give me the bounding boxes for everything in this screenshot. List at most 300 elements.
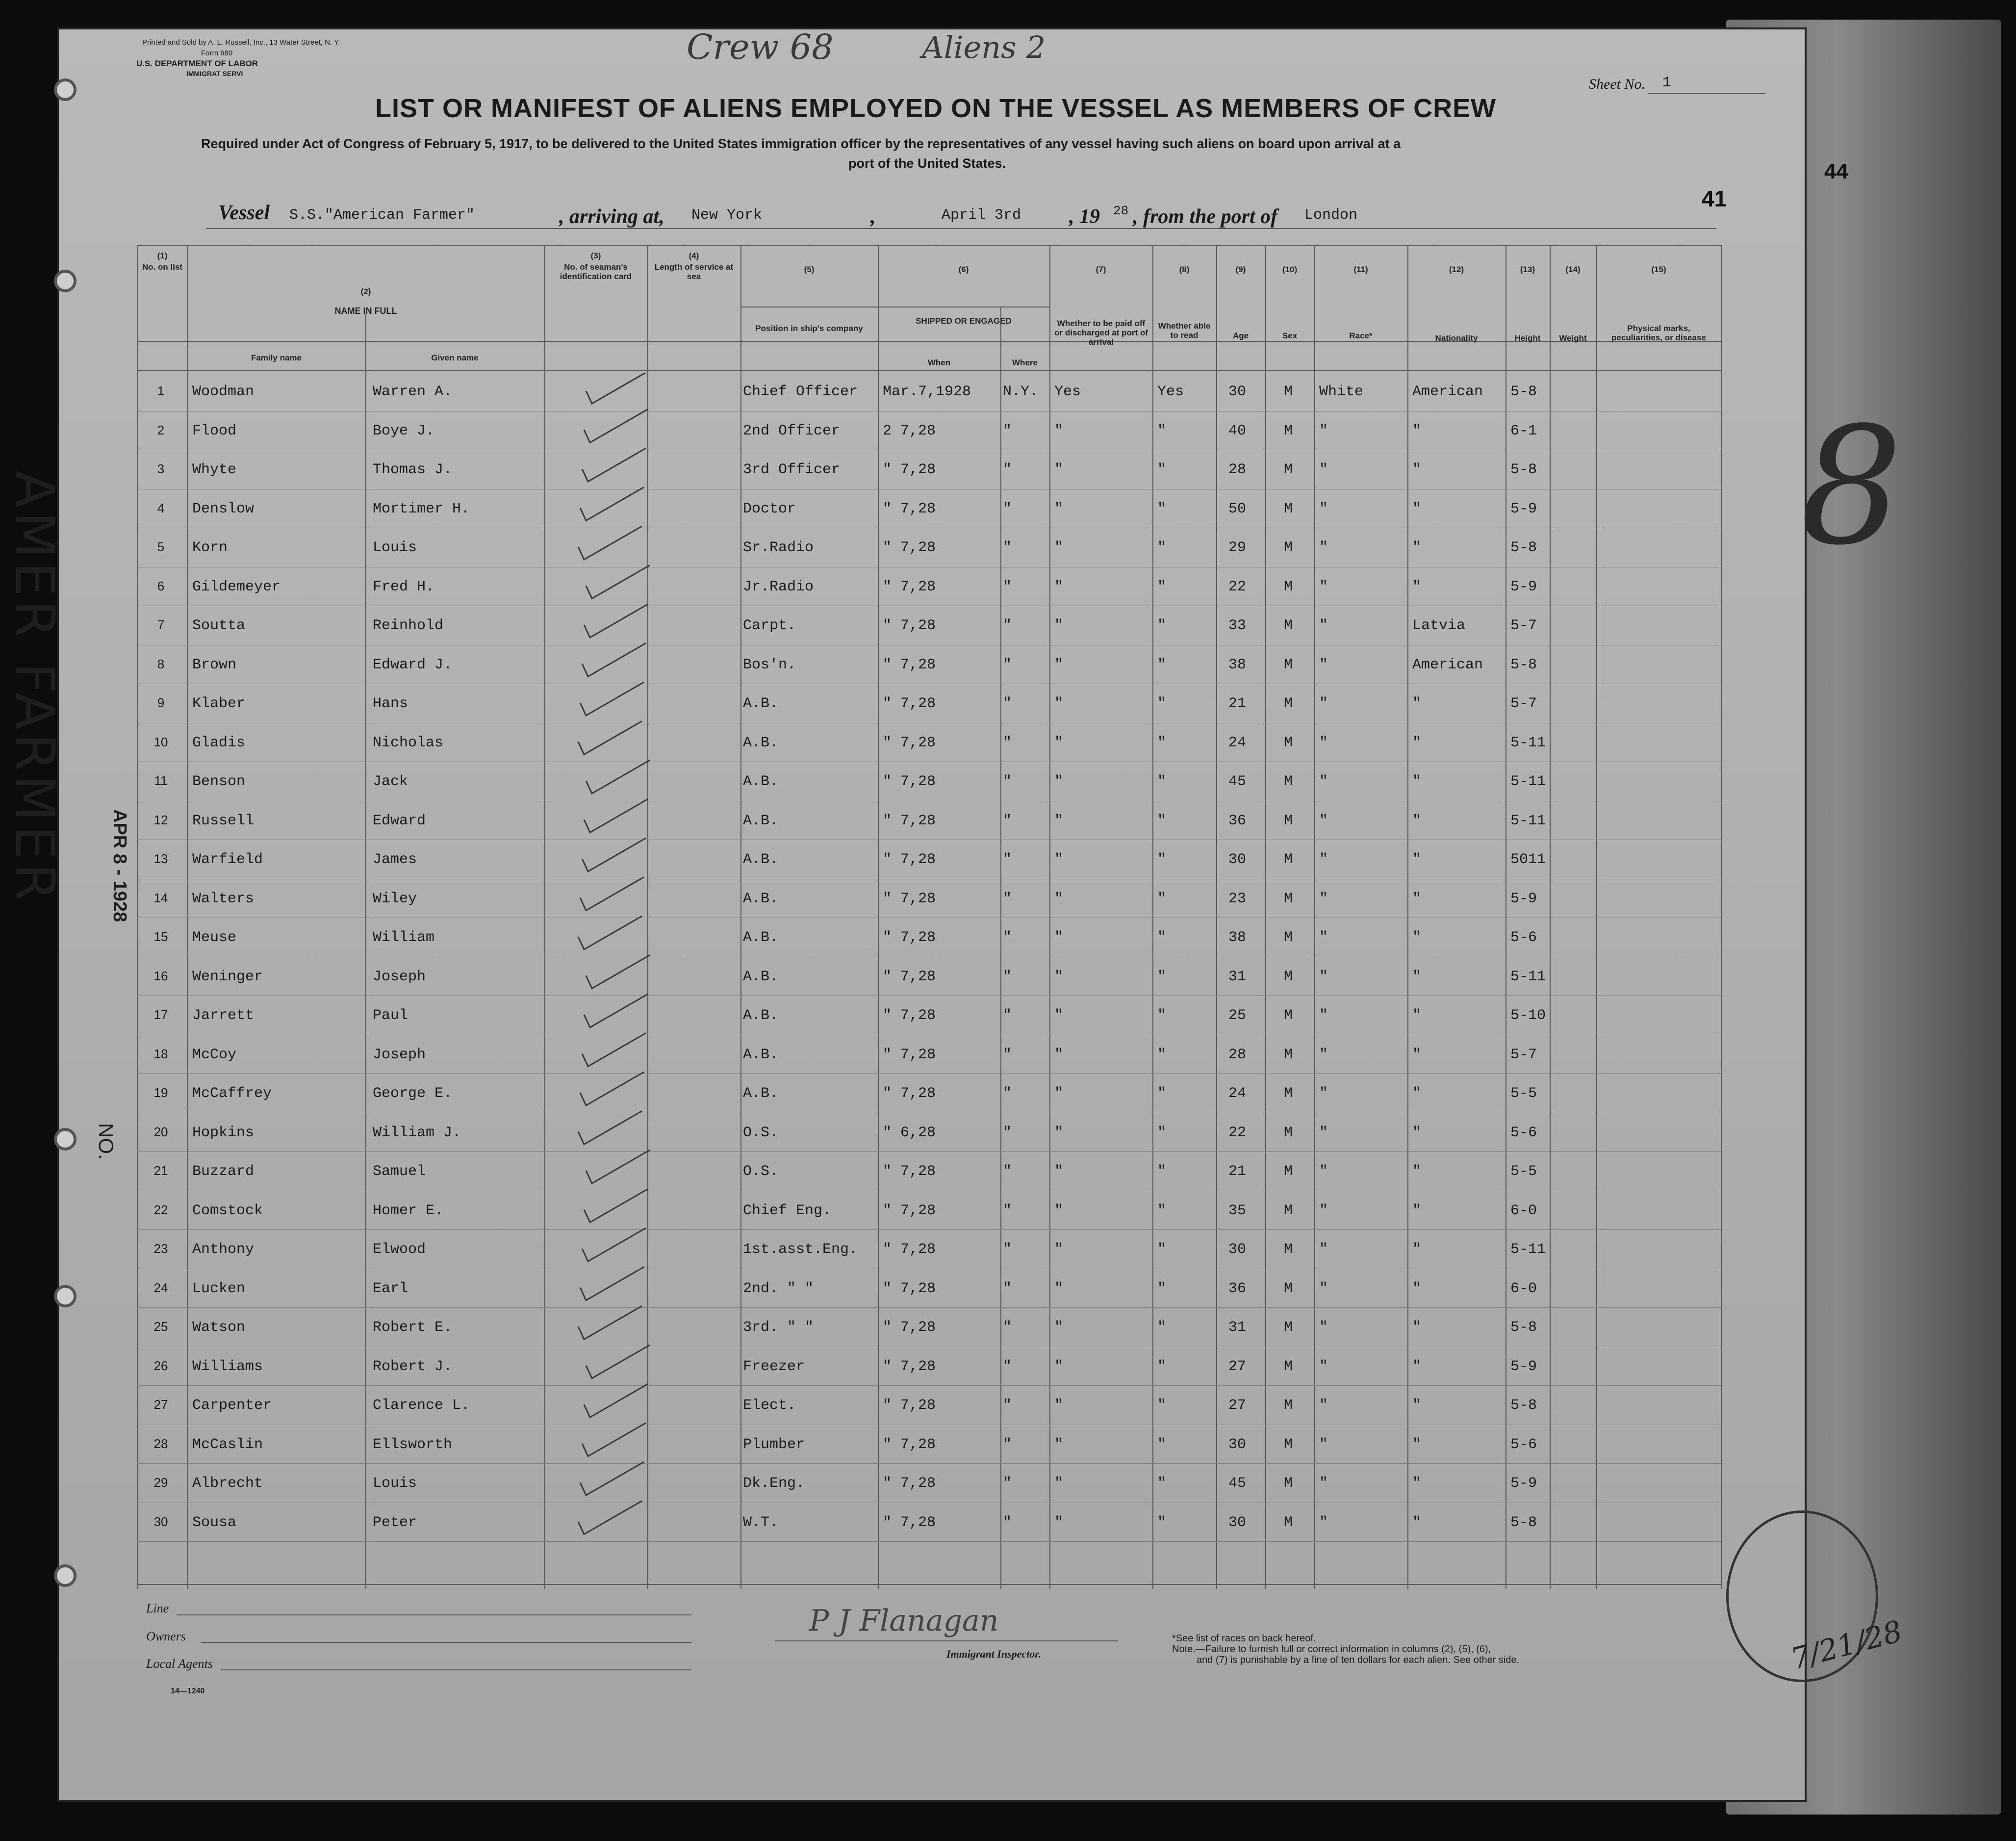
cell-nationality: " — [1412, 851, 1422, 868]
check-mark — [582, 1423, 646, 1457]
cell-given: William — [373, 929, 435, 946]
cell-height: 5-5 — [1510, 1163, 1537, 1180]
header-paid-off: Whether to be paid off or discharged at port of arrival — [1054, 319, 1148, 347]
page-number-44: 44 — [1824, 159, 1848, 183]
cell-sex: M — [1284, 734, 1293, 751]
check-mark — [584, 1384, 648, 1417]
cell-when: " 7,28 — [883, 1163, 936, 1180]
cell-where: " — [1003, 1358, 1012, 1375]
footer-owners-rule — [201, 1642, 691, 1643]
cell-paid: " — [1054, 1436, 1064, 1453]
header-when: When — [927, 358, 951, 367]
table-row — [59, 724, 1805, 763]
cell-race: " — [1319, 695, 1328, 712]
cell-where: " — [1003, 773, 1012, 790]
cell-given: Louis — [373, 1475, 417, 1492]
cell-where: " — [1003, 695, 1012, 712]
cell-paid: " — [1054, 617, 1064, 634]
cell-age: 22 — [1228, 578, 1247, 595]
cell-no: 17 — [153, 1007, 168, 1022]
cell-no: 16 — [153, 968, 168, 983]
from-port: London — [1304, 207, 1358, 224]
check-mark — [584, 1189, 648, 1223]
cell-given: Wiley — [373, 890, 417, 907]
cell-where: " — [1003, 1280, 1012, 1297]
cell-height: 5-7 — [1510, 1046, 1537, 1063]
cell-race: " — [1319, 812, 1328, 829]
table-row — [59, 1308, 1805, 1347]
cell-height: 5-8 — [1510, 384, 1537, 400]
cell-no: 3 — [157, 461, 165, 476]
cell-where: " — [1003, 1241, 1012, 1258]
cell-position: Sr.Radio — [743, 539, 814, 556]
cell-when: " 7,28 — [883, 1514, 936, 1531]
check-mark — [580, 682, 644, 716]
cell-nationality: " — [1412, 734, 1422, 751]
cell-read: " — [1157, 656, 1167, 673]
cell-position: W.T. — [743, 1514, 779, 1531]
cell-age: 22 — [1228, 1124, 1247, 1141]
cell-height: 5-7 — [1510, 617, 1537, 634]
cell-when: " 7,28 — [883, 656, 936, 673]
cell-age: 24 — [1228, 1085, 1247, 1102]
cell-nationality: " — [1412, 1280, 1422, 1297]
cell-paid: " — [1054, 1007, 1064, 1024]
cell-when: " 7,28 — [883, 695, 936, 712]
cell-race: " — [1319, 851, 1328, 868]
cell-no: 25 — [153, 1319, 168, 1334]
cell-no: 28 — [153, 1436, 168, 1451]
cell-position: Elect. — [743, 1397, 796, 1414]
cell-height: 5-11 — [1510, 773, 1546, 790]
cell-race: " — [1319, 734, 1328, 751]
check-mark — [586, 565, 650, 599]
cell-where: " — [1003, 1319, 1012, 1336]
cell-where: " — [1003, 617, 1012, 634]
check-mark — [580, 1462, 644, 1495]
cell-read: " — [1157, 1358, 1167, 1375]
cell-age: 31 — [1228, 968, 1247, 985]
cell-age: 38 — [1228, 656, 1247, 673]
cell-nationality: Latvia — [1412, 617, 1466, 634]
cell-given: Paul — [373, 1007, 408, 1024]
cell-race: " — [1319, 539, 1328, 556]
cell-no: 4 — [157, 500, 165, 515]
cell-when: " 7,28 — [883, 1358, 936, 1375]
cell-no: 30 — [153, 1514, 168, 1529]
cell-family: Benson — [192, 773, 246, 790]
cell-nationality: " — [1412, 1397, 1422, 1414]
vessel-underline — [206, 228, 1716, 229]
side-vessel-name: AMER FARMER — [3, 471, 66, 905]
cell-race: " — [1319, 1241, 1328, 1258]
cell-family: Whyte — [192, 461, 237, 478]
cell-position: A.B. — [743, 890, 779, 907]
cell-no: 26 — [153, 1358, 168, 1373]
cell-no: 22 — [153, 1202, 168, 1217]
year-value: 28 — [1113, 204, 1129, 218]
check-mark — [578, 1111, 642, 1145]
cell-height: 5011 — [1510, 851, 1546, 868]
cell-height: 5-11 — [1510, 1241, 1546, 1258]
cell-where: " — [1003, 1085, 1012, 1102]
cell-position: Dk.Eng. — [743, 1475, 805, 1492]
cell-race: " — [1319, 617, 1328, 634]
table-row — [59, 568, 1805, 607]
cell-age: 30 — [1228, 1514, 1247, 1531]
cell-given: Fred H. — [373, 578, 435, 595]
year-prefix: , 19 — [1069, 205, 1100, 228]
cell-sex: M — [1284, 1358, 1293, 1375]
cell-age: 35 — [1228, 1202, 1247, 1219]
crew-annotation: Crew 68 — [687, 27, 834, 67]
cell-age: 36 — [1228, 812, 1247, 829]
cell-paid: " — [1054, 968, 1064, 985]
signature-rule — [775, 1640, 1118, 1641]
cell-read: " — [1157, 1475, 1167, 1492]
check-marks — [539, 373, 696, 1540]
cell-when: Mar.7,1928 — [883, 384, 971, 400]
cell-where: " — [1003, 422, 1012, 439]
cell-read: " — [1157, 461, 1167, 478]
table-row — [59, 451, 1805, 489]
cell-read: " — [1157, 929, 1167, 946]
cell-height: 6-0 — [1510, 1280, 1537, 1297]
cell-paid: " — [1054, 773, 1064, 790]
cell-nationality: " — [1412, 1319, 1422, 1336]
sheet-number: 1 — [1662, 75, 1672, 91]
cell-no: 14 — [153, 890, 168, 905]
cell-given: William J. — [373, 1124, 461, 1141]
check-mark — [584, 409, 648, 443]
col-num: (1) — [157, 251, 168, 260]
check-mark — [582, 838, 646, 871]
cell-paid: " — [1054, 1124, 1064, 1141]
row-divider — [137, 1151, 1721, 1152]
check-mark — [582, 643, 646, 677]
table-row — [59, 529, 1805, 567]
cell-read: " — [1157, 1397, 1167, 1414]
cell-age: 45 — [1228, 1475, 1247, 1492]
cell-age: 31 — [1228, 1319, 1247, 1336]
cell-where: " — [1003, 890, 1012, 907]
cell-sex: M — [1284, 461, 1293, 478]
cell-when: " 7,28 — [883, 1202, 936, 1219]
col-num: (6) — [958, 265, 969, 274]
cell-paid: " — [1054, 1202, 1064, 1219]
table-row — [59, 919, 1805, 957]
cell-position: Jr.Radio — [743, 578, 814, 595]
cell-sex: M — [1284, 1514, 1293, 1531]
cell-where: " — [1003, 1202, 1012, 1219]
cell-nationality: " — [1412, 500, 1422, 517]
cell-read: " — [1157, 968, 1167, 985]
cell-no: 9 — [157, 695, 165, 710]
cell-race: " — [1319, 461, 1328, 478]
cell-nationality: American — [1412, 656, 1483, 673]
cell-where: " — [1003, 734, 1012, 751]
cell-position: A.B. — [743, 1085, 779, 1102]
check-mark — [584, 604, 648, 638]
cell-nationality: " — [1412, 890, 1422, 907]
cell-age: 30 — [1228, 1241, 1247, 1258]
header-nationality: Nationality — [1435, 333, 1478, 343]
cell-paid: " — [1054, 734, 1064, 751]
cell-family: Flood — [192, 422, 237, 439]
cell-race: White — [1319, 384, 1364, 400]
cell-where: " — [1003, 539, 1012, 556]
cell-no: 12 — [153, 812, 168, 827]
cell-paid: " — [1054, 890, 1064, 907]
cell-where: " — [1003, 1475, 1012, 1492]
cell-position: A.B. — [743, 773, 779, 790]
table-row — [59, 1074, 1805, 1113]
cell-nationality: " — [1412, 1436, 1422, 1453]
cell-no: 21 — [153, 1163, 168, 1178]
header-given-name: Given name — [431, 353, 479, 362]
arriving-port: New York — [691, 207, 763, 224]
cell-sex: M — [1284, 812, 1293, 829]
cell-height: 6-0 — [1510, 1202, 1537, 1219]
cell-no: 18 — [153, 1046, 168, 1061]
cell-race: " — [1319, 656, 1328, 673]
cell-paid: " — [1054, 1280, 1064, 1297]
cell-sex: M — [1284, 1241, 1293, 1258]
cell-read: " — [1157, 500, 1167, 517]
cell-sex: M — [1284, 384, 1293, 400]
inspector-signature: P J Flanagan — [809, 1604, 999, 1638]
cell-sex: M — [1284, 1163, 1293, 1180]
cell-nationality: " — [1412, 539, 1422, 556]
cell-paid: " — [1054, 812, 1064, 829]
cell-height: 5-9 — [1510, 890, 1537, 907]
cell-position: Chief Eng. — [743, 1202, 832, 1219]
cell-where: " — [1003, 968, 1012, 985]
cell-race: " — [1319, 1514, 1328, 1531]
cell-no: 15 — [153, 929, 168, 944]
cell-height: 5-11 — [1510, 812, 1546, 829]
table-row — [59, 490, 1805, 529]
col-num: (12) — [1449, 265, 1464, 274]
cell-paid: " — [1054, 1475, 1064, 1492]
cell-position: A.B. — [743, 695, 779, 712]
cell-family: Soutta — [192, 617, 246, 634]
table-row — [59, 841, 1805, 879]
cell-paid: " — [1054, 1319, 1064, 1336]
cell-nationality: " — [1412, 773, 1422, 790]
from-label: , from the port of — [1133, 205, 1278, 228]
cell-position: A.B. — [743, 734, 779, 751]
cell-read: " — [1157, 695, 1167, 712]
col-num: (11) — [1353, 265, 1368, 274]
footer-line-label: Line — [146, 1601, 169, 1615]
cell-age: 27 — [1228, 1358, 1247, 1375]
cell-family: Klaber — [192, 695, 246, 712]
cell-sex: M — [1284, 1280, 1293, 1297]
cell-read: " — [1157, 734, 1167, 751]
cell-given: Boye J. — [373, 422, 435, 439]
check-mark — [580, 1267, 644, 1301]
col-num: (14) — [1565, 265, 1581, 274]
cell-no: 2 — [157, 422, 165, 437]
row-divider — [137, 1463, 1721, 1464]
cell-given: Edward J. — [373, 656, 453, 673]
inspector-label: Immigrant Inspector. — [946, 1648, 1042, 1660]
cell-height: 5-9 — [1510, 500, 1537, 517]
cell-position: 2nd. " " — [743, 1280, 814, 1297]
cell-when: " 7,28 — [883, 890, 936, 907]
binder-hole — [54, 1564, 77, 1587]
col-num: (8) — [1179, 265, 1190, 274]
cell-nationality: " — [1412, 1241, 1422, 1258]
cell-no: 24 — [153, 1280, 168, 1295]
cell-race: " — [1319, 1085, 1328, 1102]
cell-when: " 7,28 — [883, 1007, 936, 1024]
cell-read: " — [1157, 617, 1167, 634]
cell-position: Carpt. — [743, 617, 796, 634]
col-num: (5) — [804, 265, 815, 274]
cell-read: " — [1157, 422, 1167, 439]
check-mark — [578, 1501, 642, 1534]
row-divider — [137, 1229, 1721, 1230]
check-mark — [586, 373, 650, 404]
cell-height: 5-8 — [1510, 1319, 1537, 1336]
table-row — [59, 1348, 1805, 1386]
cell-family: Anthony — [192, 1241, 255, 1258]
vessel-name: S.S."American Farmer" — [289, 207, 475, 224]
header-height: Height — [1514, 333, 1541, 343]
cell-when: " 7,28 — [883, 929, 936, 946]
header-weight: Weight — [1559, 333, 1587, 343]
cell-family: Korn — [192, 539, 228, 556]
cell-race: " — [1319, 1124, 1328, 1141]
cell-where: " — [1003, 929, 1012, 946]
cell-height: 5-7 — [1510, 695, 1537, 712]
cell-sex: M — [1284, 1475, 1293, 1492]
cell-family: McCoy — [192, 1046, 237, 1063]
cell-age: 24 — [1228, 734, 1247, 751]
cell-sex: M — [1284, 656, 1293, 673]
cell-age: 30 — [1228, 851, 1247, 868]
printer-line: Printed and Sold by A. L. Russell, Inc., 13 Water Street, N. Y. — [142, 38, 340, 47]
cell-position: A.B. — [743, 968, 779, 985]
cell-age: 38 — [1228, 929, 1247, 946]
cell-age: 21 — [1228, 695, 1247, 712]
cell-family: Lucken — [192, 1280, 246, 1297]
cell-paid: " — [1054, 929, 1064, 946]
col-num: (9) — [1235, 265, 1246, 274]
col-num: (15) — [1651, 265, 1666, 274]
cell-position: A.B. — [743, 812, 779, 829]
cell-read: " — [1157, 1319, 1167, 1336]
cell-read: " — [1157, 1202, 1167, 1219]
check-mark — [586, 1150, 650, 1183]
cell-paid: " — [1054, 851, 1064, 868]
cell-where: " — [1003, 1397, 1012, 1414]
sheet-underline — [1648, 93, 1765, 94]
cell-position: O.S. — [743, 1124, 779, 1141]
cell-position: Bos'n. — [743, 656, 796, 673]
cell-no: 23 — [153, 1241, 168, 1256]
cell-given: Elwood — [373, 1241, 426, 1258]
cell-height: 5-8 — [1510, 656, 1537, 673]
row-divider — [137, 1385, 1721, 1386]
header-position: Position in ship's company — [755, 324, 863, 333]
aliens-annotation: Aliens 2 — [922, 29, 1046, 65]
cell-when: " 7,28 — [883, 1436, 936, 1453]
cell-height: 5-8 — [1510, 461, 1537, 478]
cell-paid: " — [1054, 1514, 1064, 1531]
cell-given: Reinhold — [373, 617, 444, 634]
cell-height: 5-9 — [1510, 1358, 1537, 1375]
cell-family: Gladis — [192, 734, 246, 751]
cell-when: " 7,28 — [883, 1475, 936, 1492]
header-family-name: Family name — [251, 353, 302, 362]
cell-when: " 7,28 — [883, 1085, 936, 1102]
cell-nationality: " — [1412, 1124, 1422, 1141]
table-row — [59, 646, 1805, 685]
cell-no: 20 — [153, 1124, 168, 1139]
cell-where: " — [1003, 656, 1012, 673]
row-divider — [137, 1307, 1721, 1308]
header-sex: Sex — [1282, 331, 1298, 340]
table-row — [59, 958, 1805, 997]
arriving-label: , arriving at, — [559, 205, 664, 228]
check-mark — [578, 1306, 642, 1339]
cell-height: 5-6 — [1510, 1124, 1537, 1141]
cell-read: " — [1157, 539, 1167, 556]
cell-nationality: American — [1412, 384, 1483, 400]
cell-where: " — [1003, 812, 1012, 829]
cell-position: 3rd Officer — [743, 461, 841, 478]
footer-line-rule — [177, 1614, 691, 1615]
cell-family: McCaslin — [192, 1436, 263, 1453]
cell-sex: M — [1284, 1436, 1293, 1453]
cell-nationality: " — [1412, 812, 1422, 829]
check-mark — [582, 1228, 646, 1261]
cell-height: 5-8 — [1510, 1397, 1537, 1414]
cell-height: 5-6 — [1510, 929, 1537, 946]
cell-race: " — [1319, 1358, 1328, 1375]
cell-family: Comstock — [192, 1202, 263, 1219]
check-mark — [578, 526, 642, 560]
cell-paid: " — [1054, 1085, 1064, 1102]
cell-nationality: " — [1412, 422, 1422, 439]
cell-given: James — [373, 851, 417, 868]
cell-paid: " — [1054, 500, 1064, 517]
cell-position: A.B. — [743, 929, 779, 946]
cell-race: " — [1319, 773, 1328, 790]
cell-race: " — [1319, 1280, 1328, 1297]
cell-where: " — [1003, 578, 1012, 595]
cell-where: " — [1003, 461, 1012, 478]
check-mark — [580, 1072, 644, 1105]
header-where: Where — [1012, 358, 1038, 367]
cell-position: A.B. — [743, 1007, 779, 1024]
note-races: *See list of races on back hereof. — [1172, 1633, 1316, 1644]
cell-position: Doctor — [743, 500, 796, 517]
cell-race: " — [1319, 890, 1328, 907]
cell-given: Homer E. — [373, 1202, 444, 1219]
cell-nationality: " — [1412, 1046, 1422, 1063]
cell-paid: " — [1054, 1397, 1064, 1414]
cell-paid: " — [1054, 1163, 1064, 1180]
cell-height: 5-10 — [1510, 1007, 1546, 1024]
cell-sex: M — [1284, 968, 1293, 985]
cell-race: " — [1319, 1319, 1328, 1336]
cell-paid: " — [1054, 695, 1064, 712]
cell-no: 29 — [153, 1475, 168, 1490]
